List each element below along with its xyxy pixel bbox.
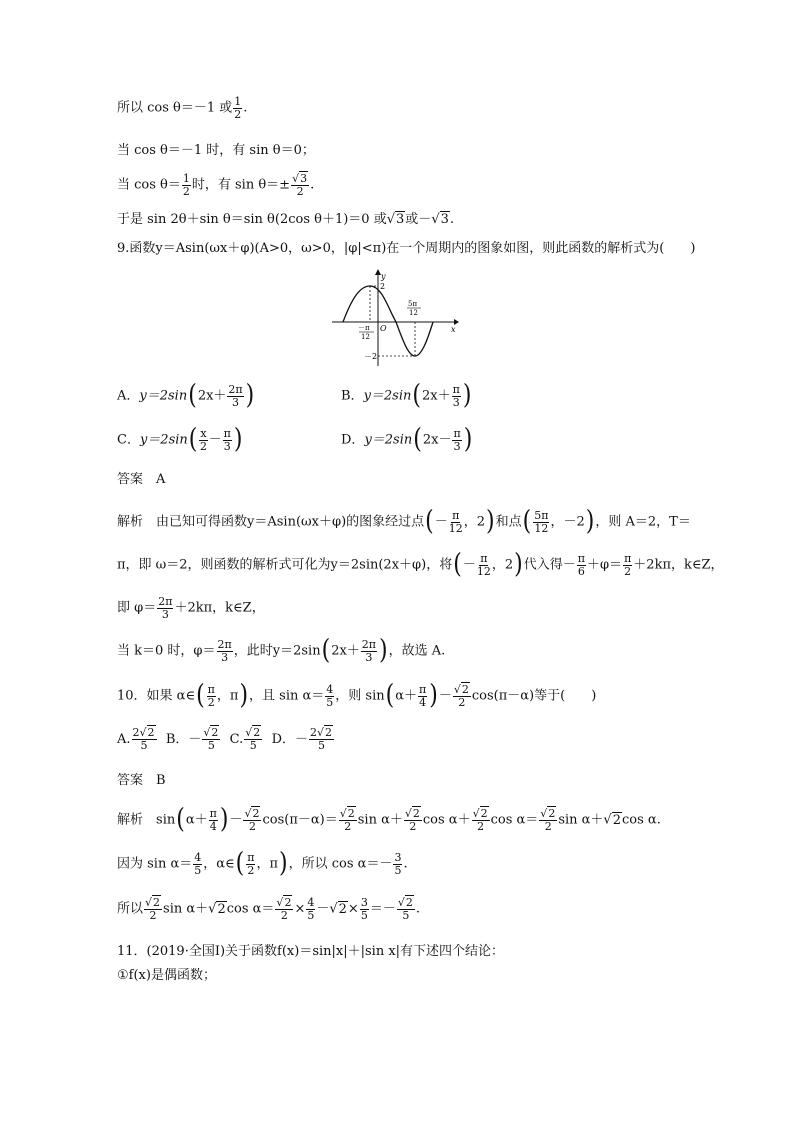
q9-analysis-line-2: π，即 ω＝2，则函数的解析式可化为y＝2sin(2x＋φ)，将(－ $\frac{\pi}{12}$ ，2)代入得－ $\frac{\pi}{6}$ ＋φ＝ $\frac{\pi}{2}$ ＋2kπ，k∈Z， [117, 548, 724, 581]
y-min-label: －2 [364, 352, 378, 361]
q9-analysis-line-1: 解析 由已知可得函数y＝Asin(ωx＋φ)的图象经过点(－ $\frac{\pi}{12}$ ，2)和点( $\frac{5\pi}{12}$ ，－2)，则 A＝2，T＝ [117, 505, 691, 538]
q11-item-1: ①f(x)是偶函数； [117, 968, 216, 983]
q10-option-b[interactable]: B．－ $\frac{√2}{5}$ [165, 726, 219, 752]
y-axis-label: y [381, 272, 386, 281]
origin-label: O [380, 324, 387, 333]
q8-line-3: 当 cos θ＝ $\frac{1}{2}$ 时，有 sin θ＝± $\frac{√3}{2}$ . [117, 172, 315, 198]
q10-options [117, 727, 335, 751]
q9-analysis-line-3: 即 φ＝ $\frac{2\pi}{3}$ ＋2kπ，k∈Z， [117, 595, 265, 621]
q10-analysis-line-3: 所以 $\frac{√2}{2}$ sin α＋√2cos α＝ $\frac{√2}{2}$ × $\frac{4}{5}$ －√2× $\frac{3}{5}$ ＝－ $\frac{√2}{5}$ . [117, 896, 420, 922]
q10-option-d[interactable]: D．－ $\frac{2√2}{5}$ [271, 726, 333, 752]
q9-analysis-line-4: 当 k＝0 时，φ＝ $\frac{2\pi}{3}$ ，此时y＝2sin(2x＋ $\frac{2\pi}{3}$ )，故选 A. [117, 634, 446, 667]
q9-option-a[interactable]: A．y＝2sin(2x＋ $\frac{2\pi}{3}$ ) [117, 379, 255, 412]
right-x-den: 12 [409, 309, 418, 317]
q11-stem: 11．(2019·全国Ⅰ)关于函数f(x)＝sin|x|＋|sin x|有下述四个结论： [117, 944, 505, 959]
q9-option-d[interactable]: D．y＝2sin(2x－ $\frac{\pi}{3}$ ) [341, 423, 473, 456]
fraction: $\frac{1}{2}$ [234, 95, 242, 121]
q10-analysis-line-2: 因为 sin α＝ $\frac{4}{5}$ ，α∈( $\frac{\pi}{2}$ ，π)，所以 cos α＝－ $\frac{3}{5}$ . [117, 847, 408, 880]
left-x-den: 12 [361, 333, 370, 341]
q9-stem: 9.函数y＝Asin(ωx＋φ)(A>0，ω>0，|φ|<π)在一个周期内的图象如图，则此函数的解析式为( ) [117, 241, 696, 256]
y-max-label: 2 [380, 282, 386, 291]
q10-answer: 答案 B [117, 773, 166, 788]
q8-line-4: 于是 sin 2θ＋sin θ＝sin θ(2cos θ＋1)＝0 或√3或－√3. [117, 212, 455, 227]
q8-line-1: 所以 cos θ＝－1 或 $\frac{1}{2}$ . [117, 95, 248, 121]
q10-stem: 10．如果 α∈( $\frac{\pi}{2}$ ，π)，且 sin α＝ $\frac{4}{5}$ ，则 sin(α＋ $\frac{\pi}{4}$ )－ $\frac{√2}{2}$ cos(π－α)等于( ) [117, 679, 597, 712]
q10-analysis-line-1: 解析 sin(α＋ $\frac{\pi}{4}$ )－ $\frac{√2}{2}$ cos(π－α)＝ $\frac{√2}{2}$ sin α＋ $\frac{√2}{2}$ cos α＋ $\frac{√2}{2}$ cos α＝ $\frac{√2}{2}$ sin α＋√2cos α. [117, 803, 661, 836]
q9-answer: 答案 A [117, 472, 166, 487]
q9-option-b[interactable]: B．y＝2sin(2x＋ $\frac{\pi}{3}$ ) [341, 379, 472, 412]
right-x-num: 5π [408, 300, 418, 308]
q9-graph [330, 268, 460, 368]
q10-option-a[interactable]: A. $\frac{2√2}{5}$ [117, 726, 155, 752]
q9-option-c[interactable]: C．y＝2sin( $\frac{x}{2}$ － $\frac{\pi}{3}$ ) [117, 423, 243, 456]
left-x-num: －π [358, 324, 370, 332]
q8-line-2: 当 cos θ＝－1 时，有 sin θ＝0； [117, 143, 315, 158]
x-axis-label: x [451, 325, 456, 334]
q10-option-c[interactable]: C. $\frac{√2}{5}$ [229, 726, 261, 752]
